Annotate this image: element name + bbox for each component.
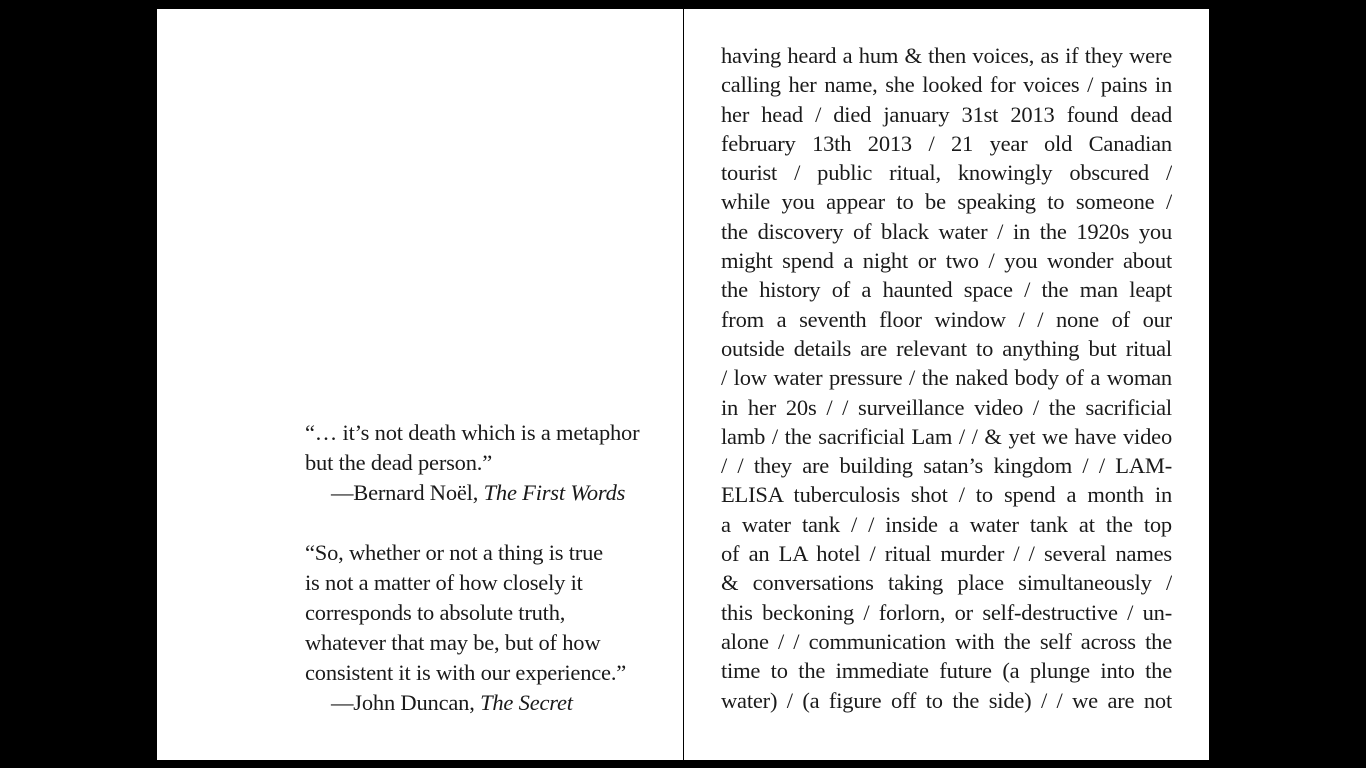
- epigraph-quote-line: but the dead person.”: [305, 450, 492, 475]
- body-line: alone / / communication with the self across the: [721, 628, 1172, 654]
- left-page: [157, 9, 683, 760]
- body-text: [721, 41, 1172, 715]
- body-line: water) / (a figure off to the side) / / we are not: [721, 687, 1172, 713]
- body-line: / low water pressure / the naked body of a woman: [721, 365, 1172, 391]
- body-line: lamb / the sacrificial Lam / / & yet we have video: [721, 423, 1172, 449]
- body-line: the discovery of black water / in the 1920s you: [721, 218, 1172, 244]
- body-line: in her 20s / / surveillance video / the sacrificial: [721, 394, 1172, 420]
- body-line: of an LA hotel / ritual murder / / several names: [721, 541, 1172, 567]
- epigraph-noel: [305, 418, 665, 508]
- body-line: february 13th 2013 / 21 year old Canadian: [721, 130, 1172, 156]
- epigraph-quote-line: “So, whether or not a thing is true: [305, 540, 603, 565]
- body-line: & conversations taking place simultaneously /: [721, 570, 1172, 596]
- epigraph-quote-line: whatever that may be, but of how: [305, 630, 601, 655]
- body-line: might spend a night or two / you wonder about: [721, 248, 1172, 274]
- epigraph-duncan: [305, 538, 665, 718]
- body-line: while you appear to be speaking to someone /: [721, 189, 1172, 215]
- epigraph-quote-line: is not a matter of how closely it: [305, 570, 583, 595]
- epigraph-quote-line: corresponds to absolute truth,: [305, 600, 566, 625]
- body-line: ELISA tuberculosis shot / to spend a month in: [721, 482, 1172, 508]
- body-line: tourist / public ritual, knowingly obscured /: [721, 160, 1172, 186]
- epigraph-attribution: [305, 688, 665, 718]
- body-line: the history of a haunted space / the man leapt: [721, 277, 1172, 303]
- body-line: time to the immediate future (a plunge into the: [721, 658, 1172, 684]
- body-line: outside details are relevant to anything but ritual: [721, 335, 1172, 361]
- epigraph-work-title: The Secret: [480, 690, 573, 715]
- epigraphs: [305, 418, 665, 718]
- epigraph-quote-line: consistent it is with our experience.”: [305, 660, 627, 685]
- book-spread: [157, 9, 1209, 760]
- epigraph-quote-line: “… it’s not death which is a metaphor: [305, 420, 640, 445]
- body-line: this beckoning / forlorn, or self-destructive / un-: [721, 599, 1172, 625]
- epigraph-author: —John Duncan,: [331, 690, 481, 715]
- body-line: having heard a hum & then voices, as if they were: [721, 43, 1172, 68]
- body-line: a water tank / / inside a water tank at the top: [721, 511, 1172, 537]
- body-line: her head / died january 31st 2013 found dead: [721, 101, 1172, 127]
- right-page: [684, 9, 1209, 760]
- body-line: / / they are building satan’s kingdom / / LAM-: [721, 453, 1172, 479]
- epigraph-attribution: [305, 478, 665, 508]
- epigraph-work-title: The First Words: [483, 480, 626, 505]
- body-line: from a seventh floor window / / none of our: [721, 306, 1172, 332]
- body-line: calling her name, she looked for voices / pains in: [721, 72, 1172, 98]
- epigraph-author: —Bernard Noël,: [331, 480, 484, 505]
